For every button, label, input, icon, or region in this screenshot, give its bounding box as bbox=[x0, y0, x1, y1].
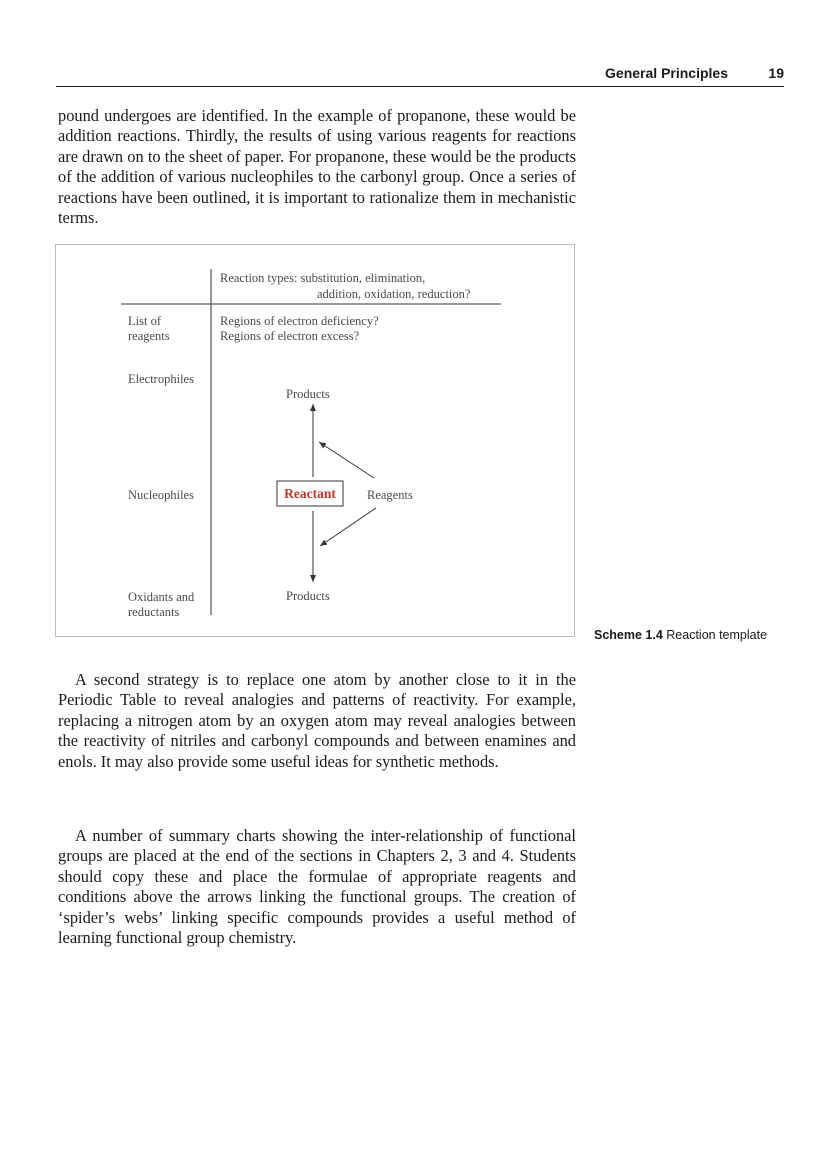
oxidants-label: Oxidants and bbox=[128, 590, 195, 604]
reagents-column-label: reagents bbox=[128, 329, 170, 343]
caption-label: Scheme 1.4 bbox=[594, 628, 663, 642]
regions-excess-label: Regions of electron excess? bbox=[220, 329, 360, 343]
running-head-title: General Principles bbox=[605, 65, 728, 81]
regions-deficiency-label: Regions of electron deficiency? bbox=[220, 314, 379, 328]
arrow-reagents-up bbox=[319, 442, 374, 478]
body-paragraph-3: A number of summary charts showing the inter-relationship of functional groups are placed at the end of the sections in Chapters 2, 3 and 4. Students should copy these and place the formulae of appropriate reagents and conditions above the arrows linking the functional groups. The creation of ‘spider’s webs’ linking specific compounds provides a useful method of learning functional group chemistry. bbox=[58, 826, 576, 948]
reaction-template-diagram bbox=[56, 245, 576, 638]
products-bottom-label: Products bbox=[286, 589, 330, 603]
nucleophiles-label: Nucleophiles bbox=[128, 488, 194, 502]
reductants-label: reductants bbox=[128, 605, 180, 619]
arrow-reagents-down bbox=[320, 508, 376, 546]
running-head bbox=[56, 64, 784, 87]
caption-text: Reaction template bbox=[666, 628, 768, 642]
body-paragraph-1: pound undergoes are identified. In the example of propanone, these would be addition reactions. Thirdly, the results of using various reagents for reactions are drawn on to the sheet of paper. For propanone, these would be the products of the addition of various nucleophiles to the carbonyl group. Once a series of reactions have been outlined, it is important to rationalize them in mechanistic terms. bbox=[58, 106, 576, 228]
electrophiles-label: Electrophiles bbox=[128, 372, 194, 386]
scheme-caption bbox=[594, 628, 767, 642]
products-top-label: Products bbox=[286, 387, 330, 401]
body-paragraph-2: A second strategy is to replace one atom by another close to it in the Periodic Table to reveal analogies and patterns of reactivity. For example, replacing a nitrogen atom by an oxygen atom may reveal analogies between the reactivity of nitriles and carbonyl compounds and between enamines and enols. It may also provide some useful ideas for synthetic methods. bbox=[58, 670, 576, 771]
reactant-label: Reactant bbox=[284, 486, 336, 501]
reaction-types-continued: addition, oxidation, reduction? bbox=[317, 287, 471, 301]
page-number: 19 bbox=[768, 65, 784, 81]
reagents-label: Reagents bbox=[367, 488, 413, 502]
scheme-figure bbox=[55, 244, 575, 637]
reaction-types-label: Reaction types: substitution, elimination, bbox=[220, 271, 426, 285]
list-of-label: List of bbox=[128, 314, 161, 328]
